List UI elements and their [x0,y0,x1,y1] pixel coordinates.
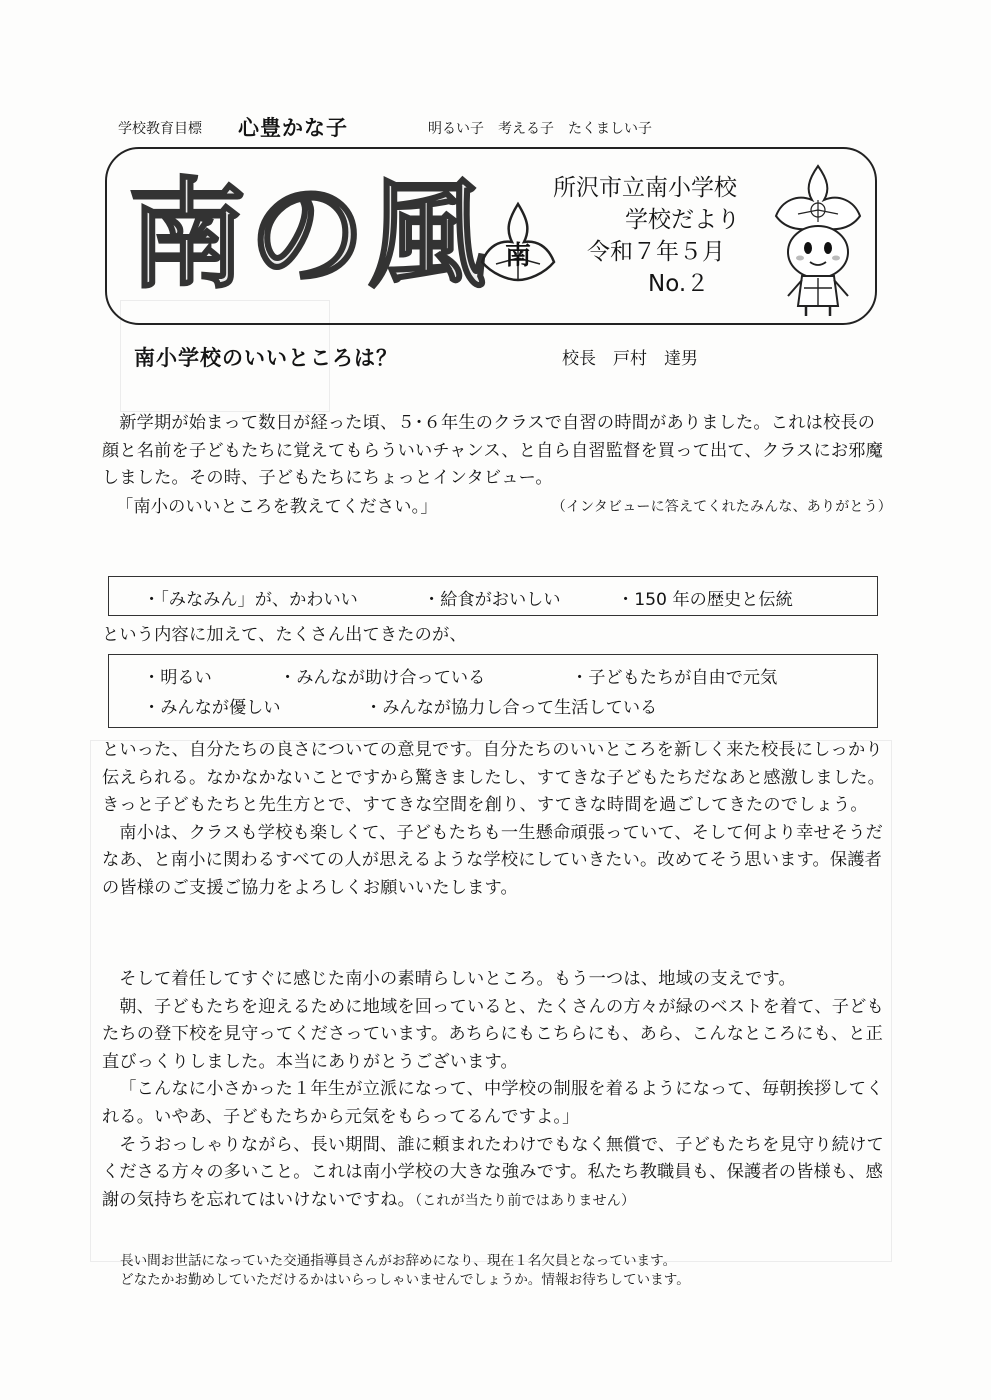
school-emblem-icon [478,200,558,290]
footnote-line: どなたかお勤めしていただけるかはいらっしゃいませんでしょうか。情報お待ちしています。 [120,1272,690,1288]
answer-item: ・給食がおいしい [423,590,561,610]
answers-box-2 [108,654,878,728]
interview-quote: 「南小のいいところを教えてください。」 [116,496,438,517]
bridge-text: という内容に加えて、たくさん出てきたのが、 [102,625,467,645]
motto-sub: 明るい子 考える子 たくましい子 [428,121,652,137]
article-paragraph-3 [102,966,892,1215]
minamin-mascot-icon [768,160,868,320]
footnote [120,1252,690,1290]
emblem-char: 南 [504,241,532,271]
paragraph-text: そして着任してすぐに感じた南小の素晴らしいところ。もう一つは、地域の支えです。 [119,969,796,989]
issue-date: 令和７年５月 [587,239,725,265]
motto-main: 心豊かな子 [238,116,348,140]
footnote-line: 長い間お世話になっていた交通指導員さんがお辞めになり、現在１名欠員となっています。 [120,1253,677,1269]
school-info [553,172,740,300]
answer-item: ・「みなみん」が、かわいい [143,590,358,610]
paragraph-text: 朝、子どもたちを迎えるために地域を回っていると、たくさんの方々が緑のベストを着て、子どもたちの登下校を見守ってくださっています。あちらにもこちらにも、あら、こんなところにも、と正直びっくりしました。本当にありがとうございます。 [102,996,884,1072]
article-paragraph-1 [102,410,892,521]
school-name: 所沢市立南小学校 [553,175,737,201]
answer-item: ・みんなが優しい [143,698,281,718]
answer-item: ・みんなが協力し合って生活している [365,698,658,718]
paragraph-text: といった、自分たちの良さについての意見です。自分たちのいいところを新しく来た校長にしっかり伝えられる。なかなかないことですから驚きましたし、すてきな子どもたちだなあと感激しました。きっと子どもたちと先生方とで、すてきな空間を創り、すてきな時間を過ごしてきたのでしょう。 [102,740,885,816]
article-author: 校長 戸村 達男 [562,349,698,369]
answer-item: ・明るい [143,668,212,688]
article-headline: 南小学校のいいところは？ [134,346,398,370]
newsletter-label: 学校だより [625,207,740,233]
answer-item: ・子どもたちが自由で元気 [571,668,778,688]
answers-box-1 [108,576,878,616]
answer-item: ・150 年の歴史と伝統 [617,590,793,610]
interview-note: （インタビューに答えてくれたみんな、ありがとう） [551,498,892,515]
paragraph-note: （これが当たり前ではありません） [414,1192,636,1209]
paragraph-text: 新学期が始まって数日が経った頃、５･６年生のクラスで自習の時間がありました。これは校長の顔と名前を子どもたちに覚えてもらういいチャンス、と自ら自習監督を買って出て、クラスにお邪魔しました。その時、子どもたちにちょっとインタビュー。 [102,413,884,489]
issue-number: No.２ [648,271,710,297]
newsletter-title: 南の風 [128,166,489,304]
motto-label: 学校教育目標 [118,121,202,137]
paragraph-text: 南小は、クラスも学校も楽しくて、子どもたちも一生懸命頑張っていて、そして何より幸せそうだなあ、と南小に関わるすべての人が思えるような学校にしていきたい。改めてそう思います。保護者の皆様のご支援ご協力をよろしくお願いいたします。 [102,822,884,898]
answer-item: ・みんなが助け合っている [279,668,486,688]
paragraph-text: そうおっしゃりながら、長い期間、誰に頼まれたわけでもなく無償で、子どもたちを見守り続けてくださる方々の多いこと。これは南小学校の大きな強みです。私たち教職員も、保護者の皆様も、感謝の気持ちを忘れてはいけないですね。 [102,1134,884,1210]
article-paragraph-2 [102,737,892,903]
community-quote: 「こんなに小さかった１年生が立派になって、中学校の制服を着るようになって、毎朝挨拶してくれる。いやあ、子どもたちから元気をもらってるんですよ。」 [102,1079,884,1127]
